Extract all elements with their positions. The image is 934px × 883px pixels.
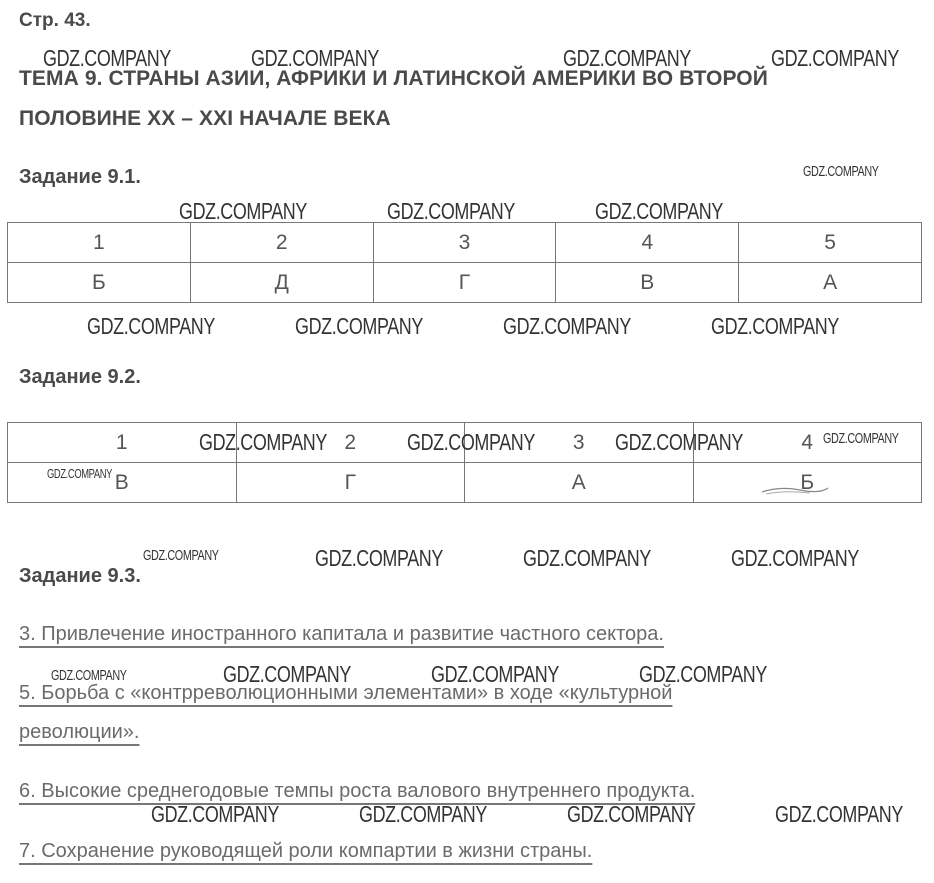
table-cell: Г <box>236 463 465 503</box>
table-cell: 3 <box>373 223 556 263</box>
watermark: GDZ.COMPANY <box>151 801 279 827</box>
watermark: GDZ.COMPANY <box>503 313 631 339</box>
answer-item: 7. Сохранение руководящей роли компартии в жизни страны. <box>19 840 593 862</box>
topic-title-line-1: ТЕМА 9. СТРАНЫ АЗИИ, АФРИКИ И ЛАТИНСКОЙ АМЕРИКИ ВО ВТОРОЙ <box>19 67 768 90</box>
pen-scribble-mark <box>760 484 830 496</box>
table-cell: 2 <box>236 423 465 463</box>
watermark: GDZ.COMPANY <box>523 545 651 571</box>
watermark: GDZ.COMPANY <box>315 545 443 571</box>
table-cell: А <box>465 463 694 503</box>
table-cell: Б <box>693 463 922 503</box>
table-cell: В <box>8 463 237 503</box>
watermark: GDZ.COMPANY <box>567 801 695 827</box>
table-cell: 4 <box>693 423 922 463</box>
watermark: GDZ.COMPANY <box>563 45 691 71</box>
answer-item: 3. Привлечение иностранного капитала и развитие частного сектора. <box>19 623 664 645</box>
topic-title-line-2: ПОЛОВИНЕ XX – XXI НАЧАЛЕ ВЕКА <box>19 107 391 130</box>
table-cell: 5 <box>739 223 922 263</box>
watermark: GDZ.COMPANY <box>711 313 839 339</box>
watermark: GDZ.COMPANY <box>731 545 859 571</box>
table-cell: 1 <box>8 223 191 263</box>
table-cell: Д <box>190 263 373 303</box>
watermark: GDZ.COMPANY <box>431 661 559 687</box>
watermark: GDZ.COMPANY <box>179 198 307 224</box>
watermark: GDZ.COMPANY <box>775 801 903 827</box>
answer-item: 6. Высокие среднегодовые темпы роста валового внутреннего продукта. <box>19 780 696 802</box>
table-cell: 1 <box>8 423 237 463</box>
table-cell: Г <box>373 263 556 303</box>
table-cell: А <box>739 263 922 303</box>
watermark: GDZ.COMPANY <box>359 801 487 827</box>
table-header-row <box>8 223 922 263</box>
table-cell: 4 <box>556 223 739 263</box>
answer-item: 5. Борьба с «контрреволюционными элементами» в ходе «культурной <box>19 682 673 704</box>
table-cell: В <box>556 263 739 303</box>
table-cell: 3 <box>465 423 694 463</box>
watermark: GDZ.COMPANY <box>595 198 723 224</box>
task-9-2-heading: Задание 9.2. <box>19 366 141 388</box>
watermark: GDZ.COMPANY <box>47 466 113 481</box>
watermark: GDZ.COMPANY <box>387 198 515 224</box>
table-cell: 2 <box>190 223 373 263</box>
watermark: GDZ.COMPANY <box>251 45 379 71</box>
watermark: GDZ.COMPANY <box>771 45 899 71</box>
task-9-3-heading: Задание 9.3. <box>19 565 141 587</box>
table-cell: Б <box>8 263 191 303</box>
watermark: GDZ.COMPANY <box>51 667 127 684</box>
answer-item-continuation: революции». <box>19 721 140 743</box>
task-9-1-table <box>7 222 922 303</box>
watermark: GDZ.COMPANY <box>87 313 215 339</box>
task-9-1-heading: Задание 9.1. <box>19 166 141 188</box>
watermark: GDZ.COMPANY <box>803 163 879 180</box>
watermark: GDZ.COMPANY <box>199 429 327 455</box>
watermark: GDZ.COMPANY <box>615 429 743 455</box>
watermark: GDZ.COMPANY <box>407 429 535 455</box>
table-row <box>8 263 922 303</box>
watermark: GDZ.COMPANY <box>295 313 423 339</box>
page-number: Стр. 43. <box>19 10 91 31</box>
watermark: GDZ.COMPANY <box>43 45 171 71</box>
watermark: GDZ.COMPANY <box>823 430 899 447</box>
watermark: GDZ.COMPANY <box>223 661 351 687</box>
watermark: GDZ.COMPANY <box>143 547 219 564</box>
watermark: GDZ.COMPANY <box>639 661 767 687</box>
table-row <box>8 463 922 503</box>
